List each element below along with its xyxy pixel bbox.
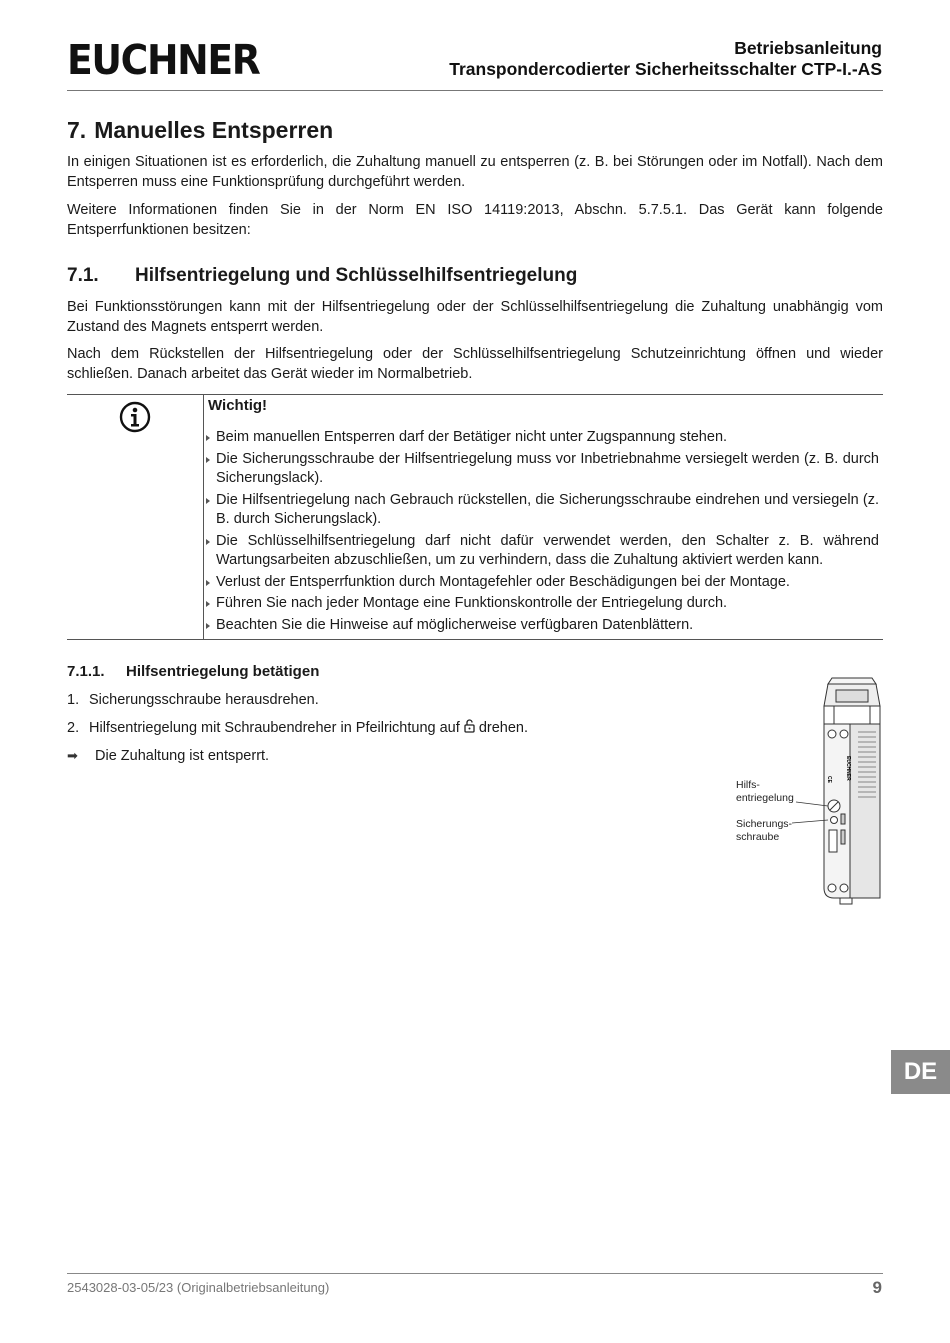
document-header [449,38,882,80]
section-7-1-1-title: Hilfsentriegelung betätigen [126,663,320,680]
section-7-1-paragraph-1: Bei Funktionsstörungen kann mit der Hilfsentriegelung oder der Schlüsselhilfsentriegelung die Zuhaltung unabhängig vom Zustand des Magnets entsperrt werden. [67,299,883,335]
section-7-title: Manuelles Entsperren [94,117,334,143]
note-item: Beim manuellen Entsperren darf der Betätiger nicht unter Zugspannung stehen. [216,428,879,448]
section-7-number: 7. [67,117,87,143]
step-2-number: 2. [67,720,80,736]
label-hilfsentriegelung [736,779,794,805]
step-2-text-a: Hilfsentriegelung mit Schraubendreher in Pfeilrichtung auf [89,720,460,736]
section-7-1-1-heading [67,663,319,680]
leader-line-sicherungsschraube [792,820,828,823]
device-brand-text: EUCHNER [845,756,851,781]
result-arrow-icon: ➡ [67,748,78,763]
result-text: Die Zuhaltung ist entsperrt. [95,748,270,764]
step-1 [67,690,528,710]
actuator-head [824,678,880,724]
leader-line-hilfsentriegelung [796,802,828,806]
header-title-line1: Betriebsanleitung [734,38,882,58]
label-hilfsentriegelung-line2: entriegelung [736,792,794,804]
note-item: Verlust der Entsperrfunktion durch Montagefehler oder Beschädigungen bei der Montage. [216,573,879,593]
note-list [216,428,879,637]
step-1-text: Sicherungsschraube herausdrehen. [89,692,319,708]
label-hilfsentriegelung-line1: Hilfs- [736,779,760,791]
section-7-1-title: Hilfsentriegelung und Schlüsselhilfsentriegelung [135,265,578,286]
step-list [67,690,528,774]
language-tab-de: DE [891,1050,950,1094]
section-7-1-heading [67,265,577,287]
note-item: Führen Sie nach jeder Montage eine Funktionskontrolle der Entriegelung durch. [216,594,879,614]
section-7-paragraph-2: Weitere Informationen finden Sie in der Norm EN ISO 14119:2013, Abschn. 5.7.5.1. Das Gerät kann folgende Entsperrfunktionen besitzen: [67,202,883,238]
step-2-text-b: drehen. [478,720,529,736]
section-7-paragraph-1: In einigen Situationen ist es erforderlich, die Zuhaltung manuell zu entsperren (z. B. bei Störungen oder im Notfall). Nach dem Entsperren muss eine Funktionsprüfung durchgeführt werden. [67,154,883,190]
label-sicherungsschraube-line1: Sicherungs- [736,818,793,830]
note-title: Wichtig! [208,397,268,414]
footer-divider [67,1273,883,1274]
section-7-heading [67,117,333,144]
step-1-number: 1. [67,692,80,708]
cable-connector [840,898,852,904]
section-7-1-number: 7.1. [67,265,99,286]
footer-document-id: 2543028-03-05/23 (Originalbetriebsanleitung) [67,1280,330,1295]
note-item: Die Hilfsentriegelung nach Gebrauch rückstellen, die Sicherungsschraube eindrehen und versiegeln (z. B. durch Sicherungslack). [216,491,879,530]
note-item: Beachten Sie die Hinweise auf möglicherweise verfügbaren Datenblättern. [216,616,879,636]
section-7-1-paragraph-2: Nach dem Rückstellen der Hilfsentriegelung oder der Schlüsselhilfsentriegelung Schutzeinrichtung öffnen und wieder schließen. Danach arbeitet das Gerät wieder im Normalbetrieb. [67,346,883,382]
step-result [67,746,528,766]
note-item: Die Schlüsselhilfsentriegelung darf nicht dafür verwendet werden, den Schalter z. B. während Wartungsarbeiten abzuschließen, um zu verhindern, dass die Zuhaltung aktiviert werden kann. [216,532,879,571]
section-7-1-1-number: 7.1.1. [67,663,105,680]
label-sicherungsschraube [736,818,792,844]
label-sicherungsschraube-line2: schraube [736,831,780,843]
switch-body [824,724,880,898]
step-2 [67,718,528,738]
ce-mark: CE [826,776,832,783]
note-icon-cell [67,395,204,639]
important-note-box [67,394,883,640]
note-item: Die Sicherungsschraube der Hilfsentriegelung muss vor Inbetriebnahme versiegelt werden (z. B. durch Sicherungslack). [216,450,879,489]
page-number: 9 [872,1278,882,1297]
info-icon [119,401,151,433]
header-divider [67,90,883,91]
header-title-line2: Transpondercodierter Sicherheitsschalter CTP-I.-AS [449,59,882,79]
euchner-logo: EUCHNER [67,36,260,84]
unlock-icon [464,719,475,733]
